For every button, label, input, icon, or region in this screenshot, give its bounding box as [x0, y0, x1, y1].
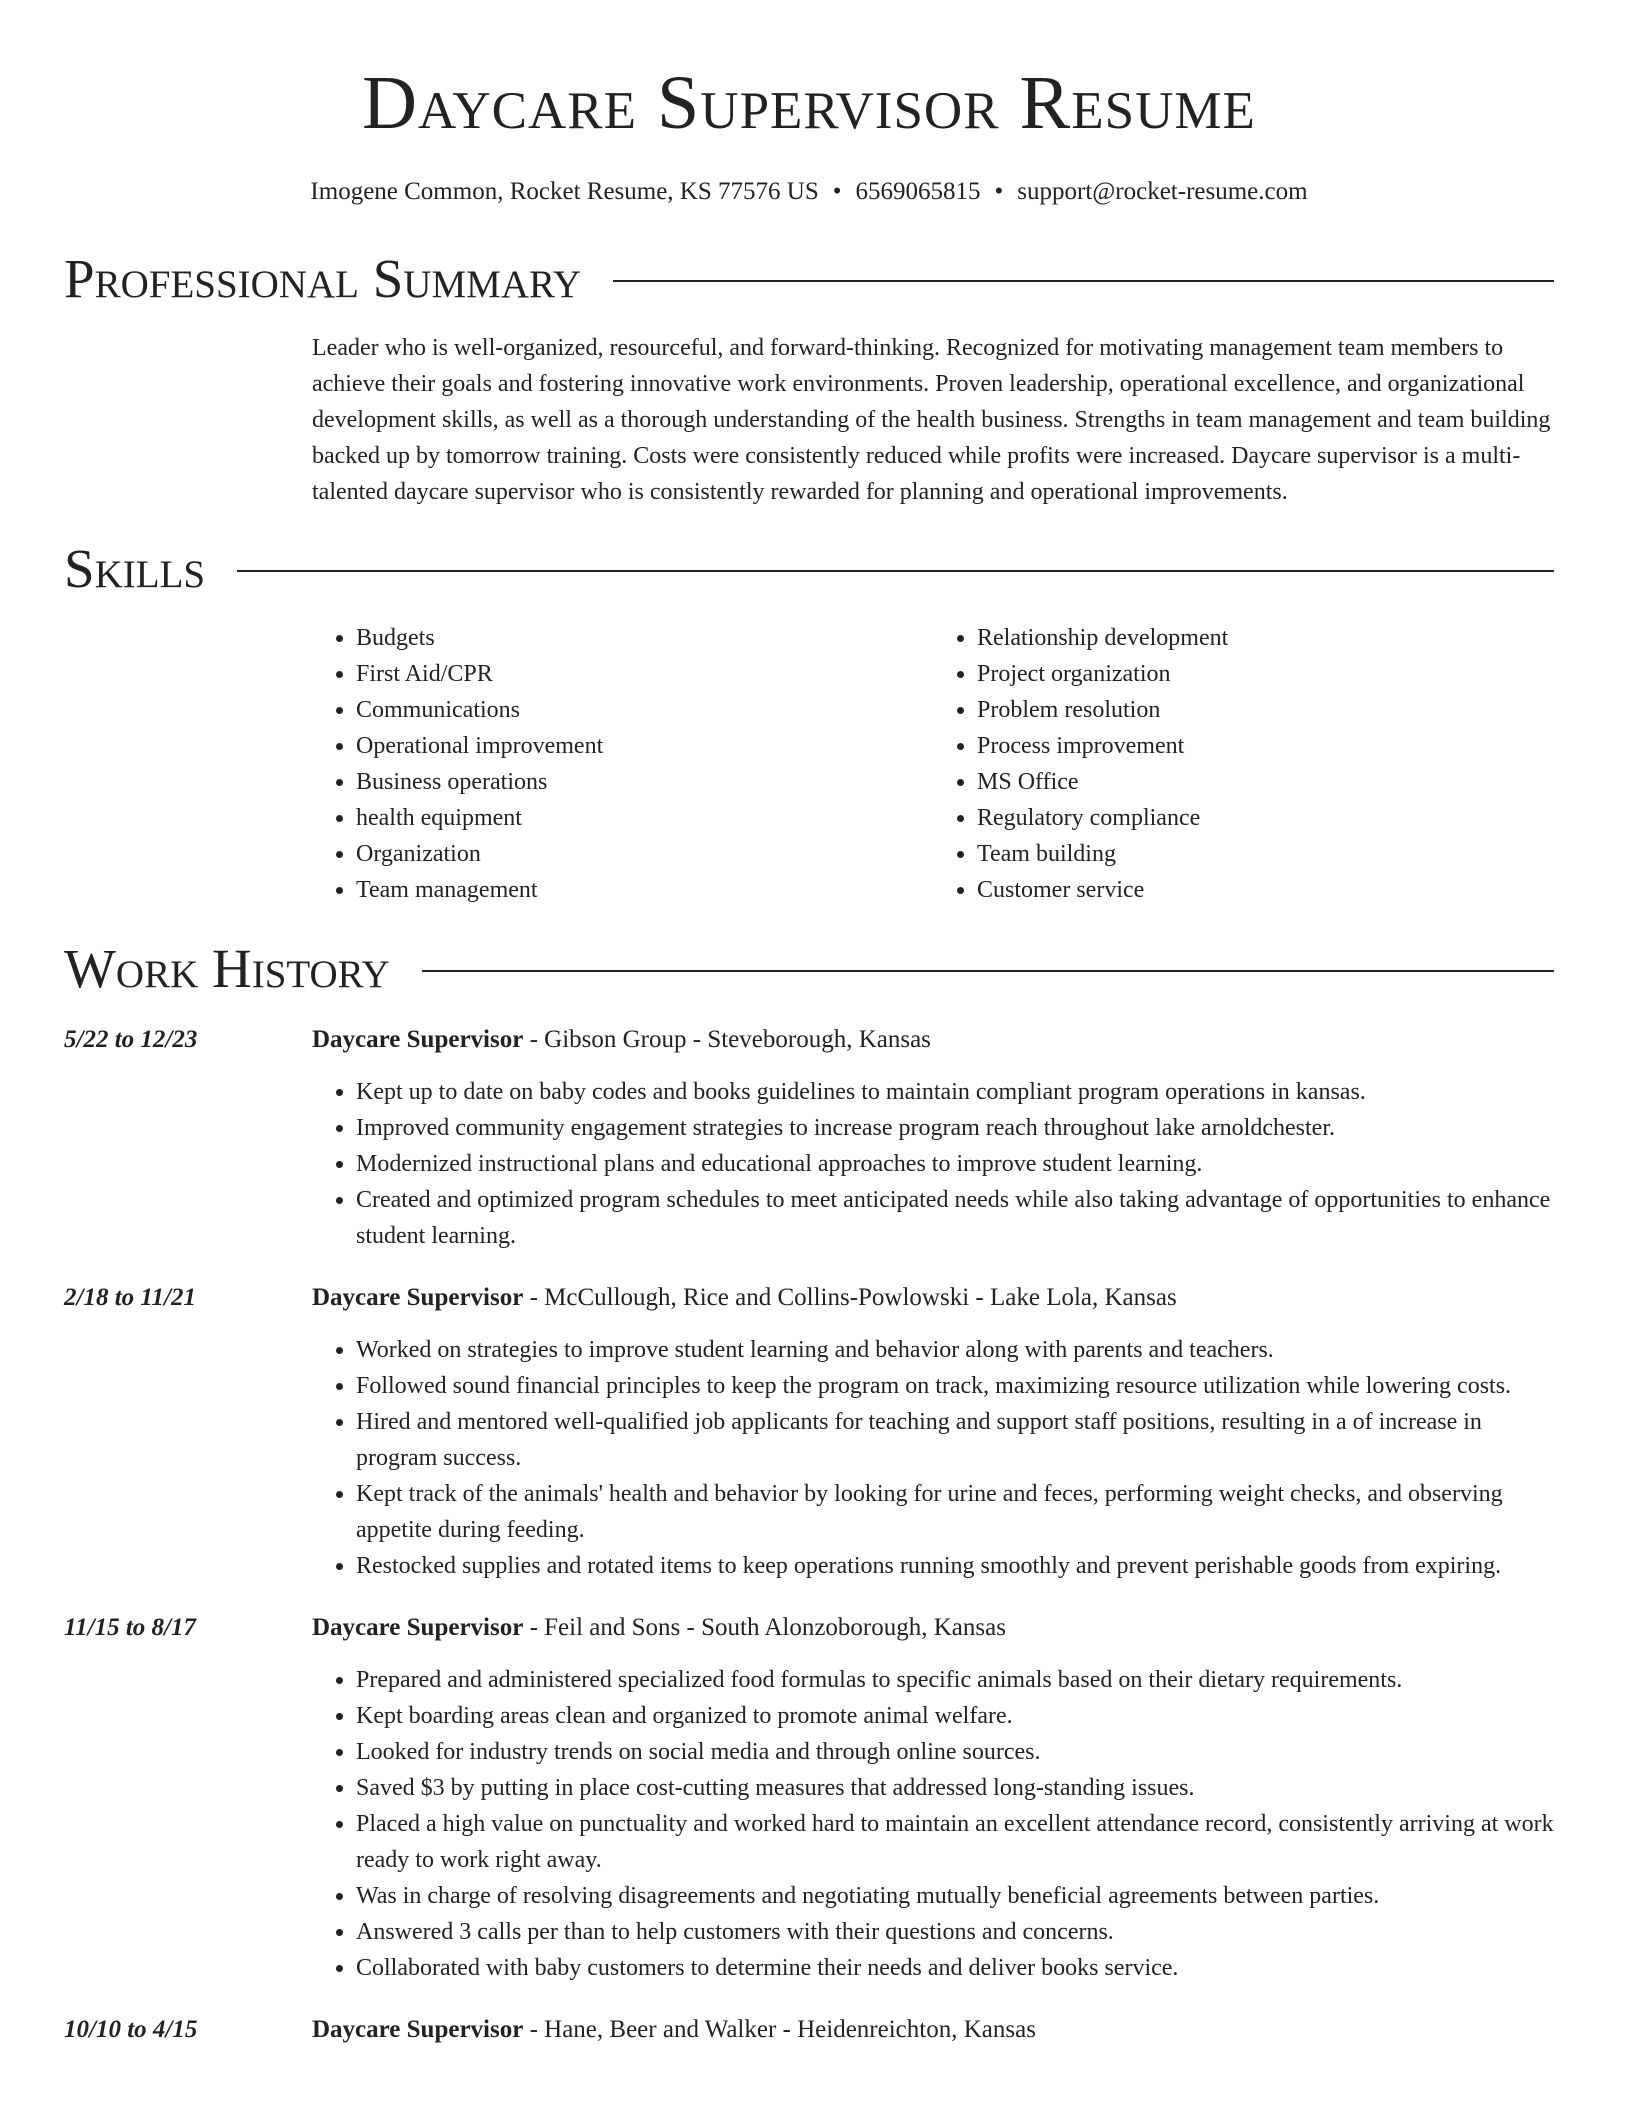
- skill-item: • Communications: [356, 692, 933, 728]
- job-dates: 5/22 to 12/23: [64, 1026, 198, 1053]
- job-bullet: • Kept track of the animals' health and behavior by looking for urine and feces, performing weight checks, and observing appetite during feeding.: [356, 1476, 1554, 1548]
- skills-column-right: [933, 620, 1554, 908]
- job-entry: [64, 1280, 1554, 1584]
- job-title: Daycare Supervisor: [312, 1284, 524, 1311]
- skill-item: • Customer service: [977, 872, 1554, 908]
- job-header: [312, 1610, 1554, 1646]
- skills-heading: Skills: [64, 538, 206, 599]
- skills-list: [312, 620, 1554, 908]
- job-entry: [64, 1610, 1554, 1986]
- contact-address: Imogene Common, Rocket Resume, KS 77576 US: [310, 178, 819, 205]
- job-bullet: • Kept boarding areas clean and organized to promote animal welfare.: [356, 1698, 1554, 1734]
- skill-item: • Team management: [356, 872, 933, 908]
- job-body: [312, 1610, 1554, 1986]
- job-bullet: • Kept up to date on baby codes and books guidelines to maintain compliant program operations in kansas.: [356, 1074, 1554, 1110]
- job-bullet: • Saved $3 by putting in place cost-cutting measures that addressed long-standing issues.: [356, 1770, 1554, 1806]
- skill-item: • MS Office: [977, 764, 1554, 800]
- job-bullet: • Hired and mentored well-qualified job applicants for teaching and support staff positions, resulting in a of increase in program success.: [356, 1404, 1554, 1476]
- job-bullets: [312, 1332, 1554, 1584]
- skills-column-left: [312, 620, 933, 908]
- job-bullet: • Followed sound financial principles to keep the program on track, maximizing resource utilization while lowering costs.: [356, 1368, 1554, 1404]
- contact-line: [64, 176, 1554, 208]
- job-employer-location: - Gibson Group - Steveborough, Kansas: [523, 1026, 931, 1053]
- job-bullet: • Collaborated with baby customers to determine their needs and deliver books service.: [356, 1950, 1554, 1986]
- summary-heading: Professional Summary: [64, 248, 582, 309]
- skill-item: • First Aid/CPR: [356, 656, 933, 692]
- job-bullet: • Restocked supplies and rotated items to keep operations running smoothly and prevent perishable goods from expiring.: [356, 1548, 1554, 1584]
- skill-item: • Problem resolution: [977, 692, 1554, 728]
- job-header: [312, 1280, 1554, 1316]
- skill-item: • Business operations: [356, 764, 933, 800]
- section-divider: [613, 280, 1554, 282]
- job-dates: 11/15 to 8/17: [64, 1614, 196, 1641]
- summary-section-header: [64, 248, 1554, 310]
- work-section-header: [64, 938, 1554, 1000]
- contact-separator: •: [994, 178, 1004, 205]
- job-entry: [64, 1022, 1554, 1254]
- job-bullet: • Worked on strategies to improve student learning and behavior along with parents and teachers.: [356, 1332, 1554, 1368]
- job-bullet: • Prepared and administered specialized food formulas to specific animals based on their dietary requirements.: [356, 1662, 1554, 1698]
- job-header: [312, 2012, 1554, 2048]
- job-dates: 10/10 to 4/15: [64, 2016, 198, 2043]
- skill-item: • Organization: [356, 836, 933, 872]
- job-bullets: [312, 1074, 1554, 1254]
- work-heading: Work History: [64, 938, 390, 999]
- skill-item: • Budgets: [356, 620, 933, 656]
- skill-item: • Regulatory compliance: [977, 800, 1554, 836]
- skill-item: • health equipment: [356, 800, 933, 836]
- job-body: [312, 1280, 1554, 1584]
- section-divider: [237, 570, 1554, 572]
- job-bullet: • Looked for industry trends on social media and through online sources.: [356, 1734, 1554, 1770]
- job-bullet: • Modernized instructional plans and educational approaches to improve student learning.: [356, 1146, 1554, 1182]
- section-divider: [422, 970, 1554, 972]
- job-bullet: • Answered 3 calls per than to help customers with their questions and concerns.: [356, 1914, 1554, 1950]
- job-dates: 2/18 to 11/21: [64, 1284, 196, 1311]
- contact-separator: •: [832, 178, 842, 205]
- job-bullet: • Improved community engagement strategies to increase program reach throughout lake arnoldchester.: [356, 1110, 1554, 1146]
- resume-page: [64, 0, 1554, 2048]
- contact-phone: 6569065815: [855, 178, 981, 205]
- contact-email[interactable]: support@rocket-resume.com: [1017, 178, 1308, 205]
- resume-title: Daycare Supervisor Resume: [362, 61, 1256, 145]
- job-header: [312, 1022, 1554, 1058]
- job-title: Daycare Supervisor: [312, 1614, 524, 1641]
- work-history-list: [64, 1022, 1554, 2048]
- job-bullets: [312, 1662, 1554, 1986]
- skill-item: • Process improvement: [977, 728, 1554, 764]
- skill-item: • Project organization: [977, 656, 1554, 692]
- job-title: Daycare Supervisor: [312, 1026, 524, 1053]
- job-bullet: • Was in charge of resolving disagreements and negotiating mutually beneficial agreements between parties.: [356, 1878, 1554, 1914]
- job-employer-location: - Feil and Sons - South Alonzoborough, Kansas: [523, 1614, 1006, 1641]
- skills-section-header: [64, 538, 1554, 600]
- skill-item: • Operational improvement: [356, 728, 933, 764]
- job-bullet: • Placed a high value on punctuality and worked hard to maintain an excellent attendance record, consistently arriving at work ready to work right away.: [356, 1806, 1554, 1878]
- job-employer-location: - Hane, Beer and Walker - Heidenreichton, Kansas: [523, 2016, 1036, 2043]
- skill-item: • Relationship development: [977, 620, 1554, 656]
- job-body: [312, 2012, 1554, 2048]
- job-bullet: • Created and optimized program schedules to meet anticipated needs while also taking advantage of opportunities to enhance student learning.: [356, 1182, 1554, 1254]
- job-employer-location: - McCullough, Rice and Collins-Powlowski - Lake Lola, Kansas: [523, 1284, 1177, 1311]
- job-body: [312, 1022, 1554, 1254]
- skill-item: • Team building: [977, 836, 1554, 872]
- job-entry: [64, 2012, 1554, 2048]
- summary-text: Leader who is well-organized, resourceful, and forward-thinking. Recognized for motivating management team members to achieve their goals and fostering innovative work environments. Proven leadership, operational excellence, and organizational development skills, as well as a thorough understanding of the health business. Strengths in team management and team building backed up by tomorrow training. Costs were consistently reduced while profits were increased. Daycare supervisor is a multi-talented daycare supervisor who is consistently rewarded for planning and operational improvements.: [312, 335, 1551, 505]
- job-title: Daycare Supervisor: [312, 2016, 524, 2043]
